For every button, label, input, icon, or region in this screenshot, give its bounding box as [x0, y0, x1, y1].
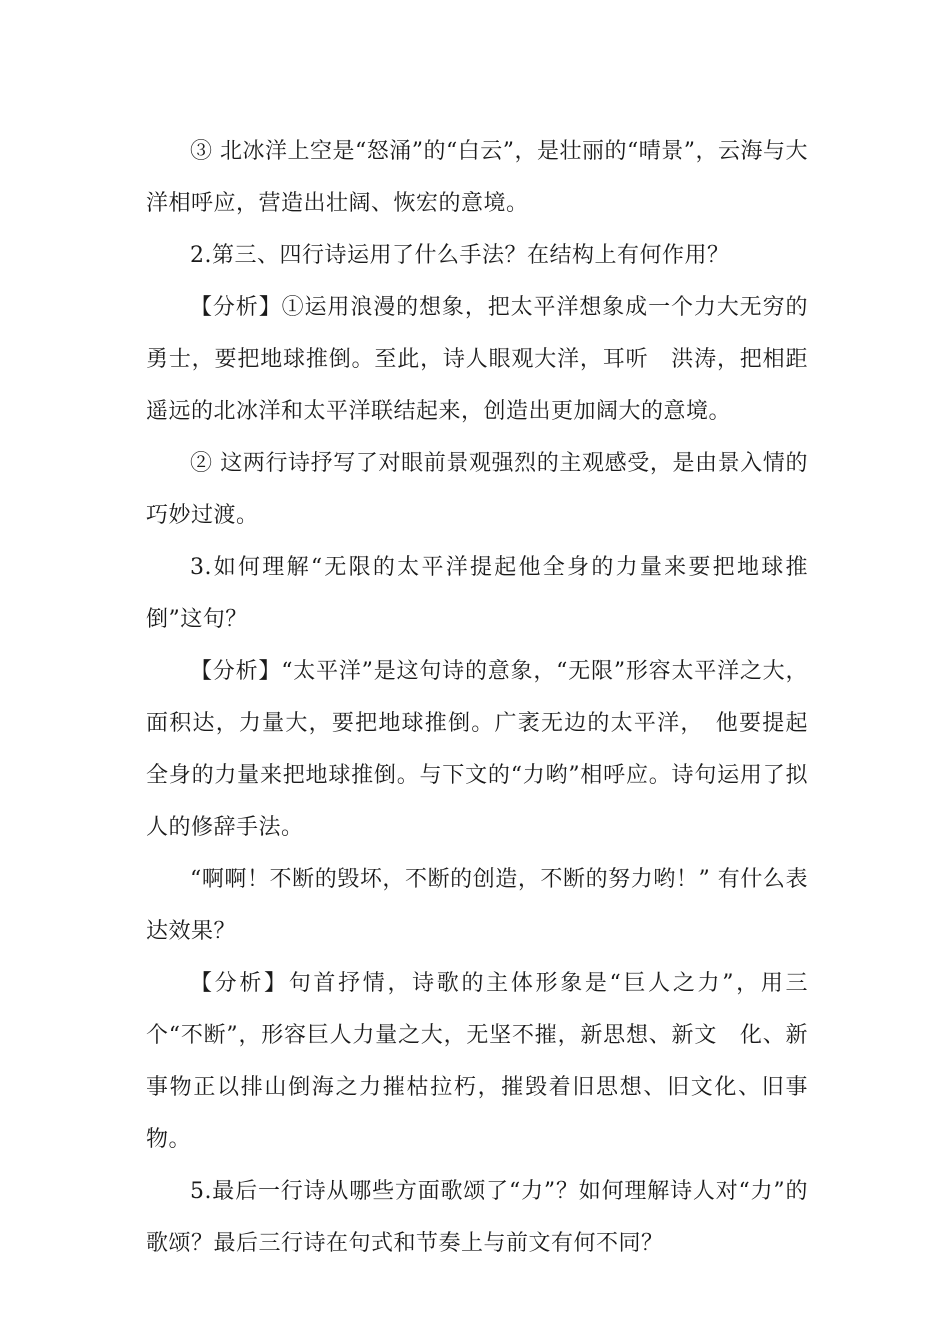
answer-paragraph-3: ③ 北冰洋上空是“怒涌”的“白云”，是壮丽的“晴景”，云海与大洋相呼应，营造出壮阔、恢宏的意境。 [146, 139, 808, 216]
analysis-paragraph-q3: 【分析】“太平洋”是这句诗的意象，“无限”形容太平洋之大，面积达，力量大，要把地球推倒。广袤无边的太平洋， 他要提起全身的力量来把地球推倒。与下文的“力哟”相呼应。诗句运用了拟人的修辞手法。 [146, 659, 808, 840]
analysis-paragraph-quote: 【分析】句首抒情，诗歌的主体形象是“巨人之力”，用三个“不断”，形容巨人力量之大，无坚不摧，新思想、新文 化、新事物正以排山倒海之力摧枯拉朽，摧毁着旧思想、旧文化、旧事物。 [146, 971, 808, 1152]
question-3: 3.如何理解“无限的太平洋提起他全身的力量来要把地球推倒”这句？ [146, 555, 808, 632]
analysis-paragraph-q2: 【分析】①运用浪漫的想象，把太平洋想象成一个力大无穷的勇士，要把地球推倒。至此，诗人眼观大洋，耳听 洪涛，把相距遥远的北冰洋和太平洋联结起来，创造出更加阔大的意境。 [146, 295, 808, 424]
question-2: 2.第三、四行诗运用了什么手法？在结构上有何作用？ [190, 243, 730, 268]
answer-paragraph-2: ② 这两行诗抒写了对眼前景观强烈的主观感受，是由景入情的巧妙过渡。 [146, 451, 808, 528]
question-5: 5.最后一行诗从哪些方面歌颂了“力”？如何理解诗人对“力”的歌颂？最后三行诗在句式和节奏上与前文有何不同？ [146, 1179, 808, 1256]
question-quote: “啊啊！不断的毁坏，不断的创造，不断的努力哟！” 有什么表达效果？ [146, 867, 808, 944]
